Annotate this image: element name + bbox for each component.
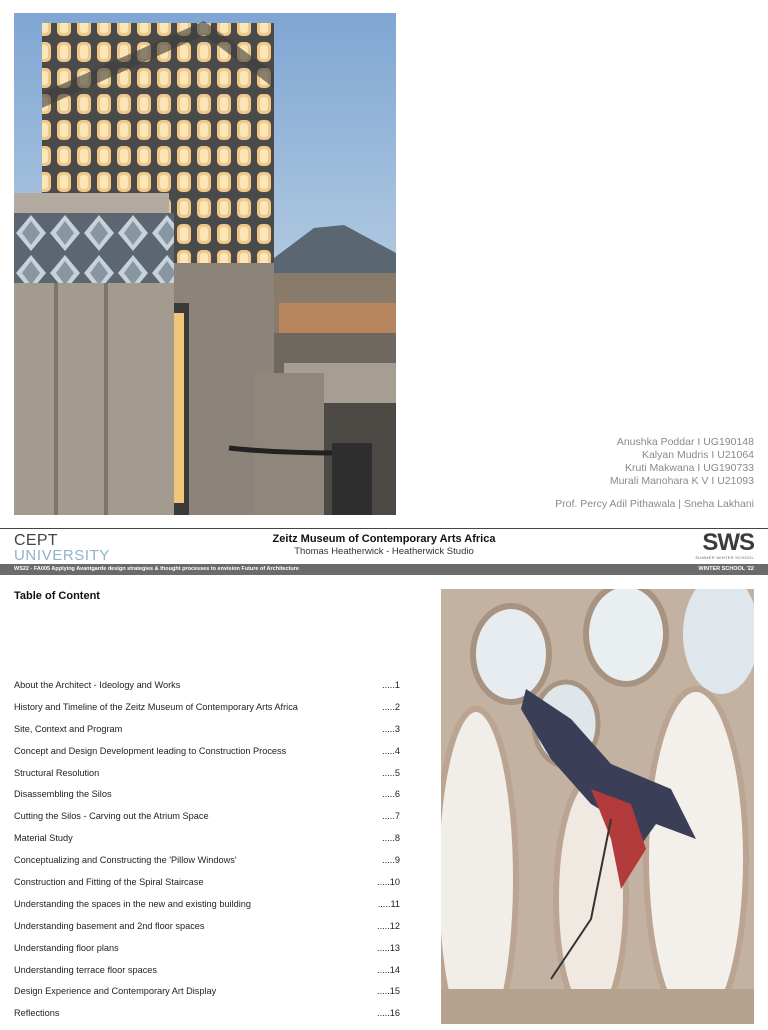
toc-entry-page: .....10 [377, 877, 400, 888]
toc-entry[interactable] [14, 965, 400, 987]
toc-entry-label: About the Architect - Ideology and Works [14, 680, 181, 690]
toc-entry-label: History and Timeline of the Zeitz Museum of Contemporary Arts Africa [14, 701, 298, 712]
toc-entry-label: Disassembling the Silos [14, 789, 112, 800]
toc-entry-label: Cutting the Silos - Carving out the Atrium Space [14, 811, 209, 822]
toc-entry[interactable] [14, 921, 400, 943]
toc-entry[interactable] [14, 680, 400, 702]
page-subtitle: Thomas Heatherwick - Heatherwick Studio [294, 546, 474, 557]
toc-entry-label: Design Experience and Contemporary Art Display [14, 986, 217, 997]
toc-entry[interactable] [14, 811, 400, 833]
author-line: Anushka Poddar I UG190148 [616, 436, 754, 448]
toc-entry-page: .....5 [382, 767, 400, 778]
faculty-line: Prof. Percy Adil Pithawala | Sneha Lakhani [555, 498, 754, 510]
toc-entry[interactable] [14, 943, 400, 965]
toc-entry-page: .....3 [382, 723, 400, 734]
toc-entry-label: Site, Context and Program [14, 723, 123, 734]
author-line: Kruti Makwana I UG190733 [625, 462, 754, 474]
toc-entry[interactable] [14, 986, 400, 1008]
sws-logo-subtext: SUMMER WINTER SCHOOL [695, 555, 754, 560]
toc-entry-label: Understanding basement and 2nd floor spaces [14, 920, 205, 931]
toc-entry-page: .....1 [382, 680, 400, 690]
toc-entry-page: .....9 [382, 855, 400, 866]
toc-entry[interactable] [14, 855, 400, 877]
toc-entry-label: Understanding terrace floor spaces [14, 964, 157, 975]
title-block [0, 529, 768, 557]
page-title: Zeitz Museum of Contemporary Arts Africa [272, 533, 496, 545]
toc-entry-label: Concept and Design Development leading to Construction Process [14, 745, 287, 756]
toc-entry[interactable] [14, 877, 400, 899]
school-label: WINTER SCHOOL '22 [698, 566, 754, 572]
course-bar [0, 564, 768, 575]
author-line: Murali Manohara K V I U21093 [609, 475, 754, 487]
toc-entry-page: .....7 [382, 811, 400, 822]
credits [555, 436, 754, 511]
toc-entry-label: Understanding floor plans [14, 942, 119, 953]
toc-entry[interactable] [14, 789, 400, 811]
museum-exterior-photo [14, 13, 396, 515]
toc-entry-label: Understanding the spaces in the new and existing building [14, 898, 251, 909]
toc-entry[interactable] [14, 833, 400, 855]
sws-logo [695, 531, 754, 560]
toc-entry-page: .....4 [382, 745, 400, 756]
course-label: WS22 - FA005 Applying Avantgarde design strategies & thought processes to envision Future of Architecture [14, 566, 299, 572]
toc-entry-label: Conceptualizing and Constructing the 'Pillow Windows' [14, 855, 237, 866]
toc-entry[interactable] [14, 899, 400, 921]
logo-line-2: UNIVERSITY [14, 547, 111, 564]
toc-entry[interactable] [14, 1008, 400, 1030]
toc-entry[interactable] [14, 746, 400, 768]
page-header [0, 529, 768, 563]
toc-entry-page: .....16 [377, 1008, 400, 1019]
toc-entry-label: Construction and Fitting of the Spiral Staircase [14, 877, 204, 888]
atrium-interior-photo [441, 589, 754, 1024]
toc-entry[interactable] [14, 702, 400, 724]
sws-logo-text: SWS [702, 529, 754, 556]
toc-entry-page: .....2 [382, 701, 400, 712]
toc-entry-page: .....11 [377, 898, 400, 909]
toc-entry-label: Structural Resolution [14, 767, 100, 778]
toc-entry-label: Material Study [14, 833, 73, 844]
toc-entry-page: .....14 [377, 964, 400, 975]
toc-heading: Table of Content [14, 590, 100, 602]
author-line: Kalyan Mudris I U21064 [641, 449, 754, 461]
toc-entry-label: Reflections [14, 1008, 60, 1019]
toc-entry-page: .....15 [377, 986, 400, 997]
toc-entry[interactable] [14, 724, 400, 746]
toc-entry[interactable] [14, 768, 400, 790]
table-of-contents [14, 680, 400, 1030]
toc-entry-page: .....13 [377, 942, 400, 953]
toc-entry-page: .....6 [382, 789, 400, 800]
logo-line-1: CEPT [14, 532, 58, 549]
toc-entry-page: .....12 [377, 920, 400, 931]
toc-entry-page: .....8 [382, 833, 400, 844]
